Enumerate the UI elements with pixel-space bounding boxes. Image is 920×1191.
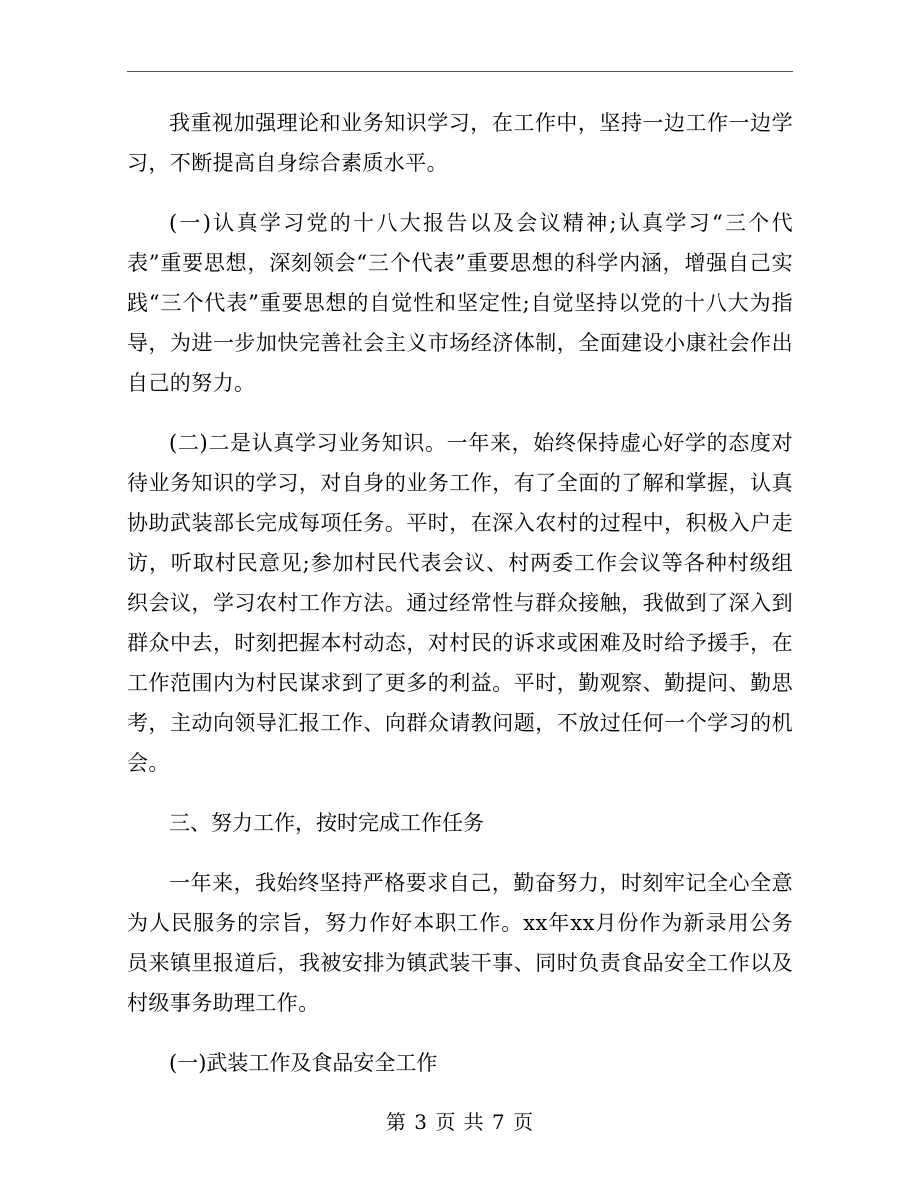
paragraph-business-study: (二)二是认真学习业务知识。一年来，始终保持虚心好学的态度对待业务知识的学习，对自身的业务工作，有了全面的了解和掌握，认真协助武装部长完成每项任务。平时，在深入农村的过程中，积极入户走访，听取村民意见;参加村民代表会议、村两委工作会议等各种村级组织会议，学习农村工作方法。通过经常性与群众接触，我做到了深入到群众中去，时刻把握本村动态，对村民的诉求或困难及时给予援手，在工作范围内为村民谋求到了更多的利益。平时，勤观察、勤提问、勤思考，主动向领导汇报工作、向群众请教问题，不放过任何一个学习的机会。 (127, 431, 793, 775)
subsection-heading-armed-food: (一)武装工作及食品安全工作 (169, 1051, 438, 1075)
paragraph-study: 我重视加强理论和业务知识学习，在工作中，坚持一边工作一边学习，不断提高自身综合素质水平。 (127, 111, 793, 175)
paragraph-party-study: (一)认真学习党的十八大报告以及会议精神;认真学习“三个代表”重要思想，深刻领会“三个代表”重要思想的科学内涵，增强自己实践“三个代表”重要思想的自觉性和坚定性;自觉坚持以党的十八大为指导，为进一步加快完善社会主义市场经济体制，全面建设小康社会作出自己的努力。 (127, 211, 793, 395)
document-body (127, 103, 793, 1103)
section-heading-work: 三、努力工作，按时完成工作任务 (169, 811, 484, 835)
page-number-footer: 第 3 页 共 7 页 (385, 1110, 535, 1134)
paragraph-work-duties: 一年来，我始终坚持严格要求自己，勤奋努力，时刻牢记全心全意为人民服务的宗旨，努力作好本职工作。xx年xx月份作为新录用公务员来镇里报道后，我被安排为镇武装干事、同时负责食品安全工作以及村级事务助理工作。 (127, 871, 793, 1015)
header-rule (127, 71, 793, 72)
